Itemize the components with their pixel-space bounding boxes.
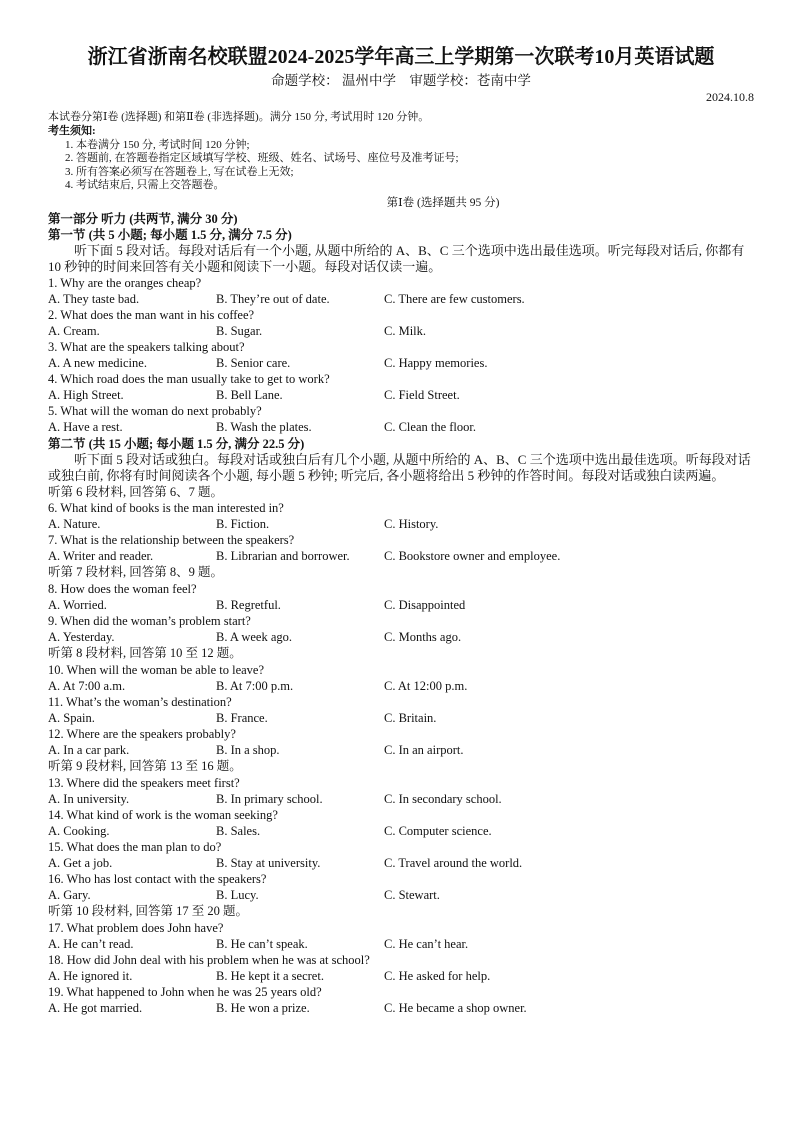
notes-block bbox=[48, 125, 754, 193]
question-options bbox=[48, 548, 754, 564]
question-stem: 4. Which road does the man usually take to get to work? bbox=[48, 372, 330, 387]
option-b: B. Sales. bbox=[216, 823, 261, 838]
question-stem: 17. What problem does John have? bbox=[48, 920, 224, 935]
option-a: A. Writer and reader. bbox=[48, 549, 154, 564]
section2-instructions: 听下面 5 段对话或独白。每段对话或独白后有几个小题, 从题中所给的 A、B、C 三个选项中选出最佳选项。听每段对话或独白前, 你将有时间阅读各个小题, 每小题 5 秒钟; 听完后, 各小题将给出 5 秒钟的作答时间。每段对话或独白读两遍。 bbox=[48, 451, 751, 483]
section2-heading: 第二节 (共 15 小题; 每小题 1.5 分, 满分 22.5 分) bbox=[48, 436, 305, 451]
setter-school: 命题学校： 温州中学 bbox=[271, 73, 396, 88]
exam-page bbox=[48, 44, 754, 1016]
option-b: B. Bell Lane. bbox=[216, 388, 283, 403]
option-a: A. Worried. bbox=[48, 597, 107, 612]
option-a: A. A new medicine. bbox=[48, 355, 147, 370]
material-heading: 听第 8 段材料, 回答第 10 至 12 题。 bbox=[48, 646, 242, 661]
option-a: A. He got married. bbox=[48, 1001, 143, 1016]
note-item: 2. 答题前, 在答题卷指定区域填写学校、班级、姓名、试场号、座位号及准考证号; bbox=[76, 152, 754, 166]
option-a: A. At 7:00 a.m. bbox=[48, 678, 126, 693]
question-stem: 15. What does the man plan to do? bbox=[48, 839, 222, 854]
option-b: B. Regretful. bbox=[216, 597, 281, 612]
question-options bbox=[48, 516, 754, 532]
question-stem: 18. How did John deal with his problem when he was at school? bbox=[48, 952, 370, 967]
question-options bbox=[48, 791, 754, 807]
section1-questions bbox=[48, 275, 754, 436]
option-a: A. High Street. bbox=[48, 388, 124, 403]
option-c: C. History. bbox=[384, 516, 439, 531]
question-options bbox=[48, 291, 754, 307]
option-b: B. He can’t speak. bbox=[216, 936, 308, 951]
question-options bbox=[48, 823, 754, 839]
question-stem: 7. What is the relationship between the speakers? bbox=[48, 533, 295, 548]
question-stem: 19. What happened to John when he was 25 years old? bbox=[48, 985, 322, 1000]
question-stem: 13. Where did the speakers meet first? bbox=[48, 775, 240, 790]
option-c: C. Months ago. bbox=[384, 629, 462, 644]
option-a: A. Nature. bbox=[48, 516, 101, 531]
volume-heading: 第Ⅰ卷 (选择题共 95 分) bbox=[386, 196, 500, 209]
question-stem: 12. Where are the speakers probably? bbox=[48, 726, 236, 741]
option-a: A. Cooking. bbox=[48, 823, 110, 838]
question-options bbox=[48, 678, 754, 694]
exam-subtitle bbox=[48, 72, 754, 90]
material-heading: 听第 10 段材料, 回答第 17 至 20 题。 bbox=[48, 904, 249, 919]
option-c: C. Happy memories. bbox=[384, 355, 488, 370]
question-options bbox=[48, 1000, 754, 1016]
option-c: C. Clean the floor. bbox=[384, 420, 476, 435]
section1-instructions: 听下面 5 段对话。每段对话后有一个小题, 从题中所给的 A、B、C 三个选项中选出最佳选项。听完每段对话后, 你都有 10 秒钟的时间来回答有关小题和阅读下一小题。每段对话仅读一遍。 bbox=[48, 242, 745, 274]
option-c: C. Stewart. bbox=[384, 888, 440, 903]
option-b: B. He kept it a secret. bbox=[216, 968, 324, 983]
option-b: B. Librarian and borrower. bbox=[216, 549, 350, 564]
question-options bbox=[48, 742, 754, 758]
option-a: A. Have a rest. bbox=[48, 420, 123, 435]
question-stem: 16. Who has lost contact with the speakers? bbox=[48, 872, 267, 887]
question-options bbox=[48, 968, 754, 984]
reviewer-school: 审题学校：苍南中学 bbox=[409, 73, 531, 88]
question-options bbox=[48, 887, 754, 903]
option-b: B. Fiction. bbox=[216, 516, 270, 531]
option-a: A. Get a job. bbox=[48, 855, 113, 870]
question-options bbox=[48, 419, 754, 435]
question-options bbox=[48, 710, 754, 726]
question-options bbox=[48, 323, 754, 339]
option-a: A. Spain. bbox=[48, 710, 95, 725]
option-c: C. Britain. bbox=[384, 710, 437, 725]
option-a: A. In university. bbox=[48, 791, 130, 806]
option-b: B. Senior care. bbox=[216, 355, 291, 370]
question-stem: 3. What are the speakers talking about? bbox=[48, 339, 245, 354]
option-b: B. Sugar. bbox=[216, 323, 263, 338]
option-c: C. In secondary school. bbox=[384, 791, 502, 806]
option-b: B. France. bbox=[216, 710, 268, 725]
exam-date: 2024.10.8 bbox=[706, 90, 754, 104]
option-c: C. He can’t hear. bbox=[384, 936, 469, 951]
material-heading: 听第 6 段材料, 回答第 6、7 题。 bbox=[48, 484, 224, 499]
question-stem: 8. How does the woman feel? bbox=[48, 581, 197, 596]
option-a: A. They taste bad. bbox=[48, 291, 140, 306]
option-c: C. Field Street. bbox=[384, 388, 460, 403]
exam-intro: 本试卷分第Ⅰ卷 (选择题) 和第Ⅱ卷 (非选择题)。满分 150 分, 考试用时 120 分钟。 bbox=[48, 111, 430, 123]
notes-title: 考生须知: bbox=[48, 125, 96, 137]
option-c: C. Milk. bbox=[384, 323, 427, 338]
option-b: B. At 7:00 p.m. bbox=[216, 678, 294, 693]
option-c: C. Disappointed bbox=[384, 597, 466, 612]
option-b: B. In primary school. bbox=[216, 791, 323, 806]
option-a: A. In a car park. bbox=[48, 742, 130, 757]
question-stem: 2. What does the man want in his coffee? bbox=[48, 307, 255, 322]
option-a: A. He ignored it. bbox=[48, 968, 133, 983]
option-b: B. A week ago. bbox=[216, 629, 293, 644]
exam-title: 浙江省浙南名校联盟2024-2025学年高三上学期第一次联考10月英语试题 bbox=[87, 46, 715, 68]
question-stem: 10. When will the woman be able to leave? bbox=[48, 662, 265, 677]
option-a: A. Yesterday. bbox=[48, 629, 115, 644]
question-options bbox=[48, 855, 754, 871]
question-stem: 9. When did the woman’s problem start? bbox=[48, 613, 251, 628]
question-stem: 11. What’s the woman’s destination? bbox=[48, 694, 232, 709]
option-c: C. He became a shop owner. bbox=[384, 1001, 527, 1016]
option-c: C. He asked for help. bbox=[384, 968, 491, 983]
question-options bbox=[48, 629, 754, 645]
option-c: C. There are few customers. bbox=[384, 291, 525, 306]
section1-heading: 第一节 (共 5 小题; 每小题 1.5 分, 满分 7.5 分) bbox=[48, 227, 292, 242]
option-c: C. In an airport. bbox=[384, 742, 464, 757]
note-item: 3. 所有答案必须写在答题卷上, 写在试卷上无效; bbox=[76, 166, 754, 180]
question-stem: 14. What kind of work is the woman seeking? bbox=[48, 807, 278, 822]
option-a: A. Cream. bbox=[48, 323, 100, 338]
note-item: 4. 考试结束后, 只需上交答题卷。 bbox=[76, 179, 754, 193]
material-heading: 听第 9 段材料, 回答第 13 至 16 题。 bbox=[48, 759, 242, 774]
question-stem: 6. What kind of books is the man interested in? bbox=[48, 500, 284, 515]
option-b: B. They’re out of date. bbox=[216, 291, 330, 306]
part-heading: 第一部分 听力 (共两节, 满分 30 分) bbox=[48, 211, 238, 226]
note-item: 1. 本卷满分 150 分, 考试时间 120 分钟; bbox=[76, 139, 754, 153]
option-c: C. Bookstore owner and employee. bbox=[384, 549, 561, 564]
question-options bbox=[48, 355, 754, 371]
question-options bbox=[48, 936, 754, 952]
option-b: B. Stay at university. bbox=[216, 855, 321, 870]
option-b: B. He won a prize. bbox=[216, 1001, 310, 1016]
section2-groups bbox=[48, 484, 754, 1017]
option-c: C. Travel around the world. bbox=[384, 855, 523, 870]
notes-list bbox=[48, 139, 754, 193]
option-b: B. Wash the plates. bbox=[216, 420, 312, 435]
question-options bbox=[48, 387, 754, 403]
option-b: B. In a shop. bbox=[216, 742, 280, 757]
option-b: B. Lucy. bbox=[216, 888, 259, 903]
option-c: C. At 12:00 p.m. bbox=[384, 678, 468, 693]
option-a: A. Gary. bbox=[48, 888, 91, 903]
question-stem: 1. Why are the oranges cheap? bbox=[48, 275, 202, 290]
option-c: C. Computer science. bbox=[384, 823, 492, 838]
question-options bbox=[48, 597, 754, 613]
material-heading: 听第 7 段材料, 回答第 8、9 题。 bbox=[48, 565, 224, 580]
question-stem: 5. What will the woman do next probably? bbox=[48, 404, 262, 419]
option-a: A. He can’t read. bbox=[48, 936, 134, 951]
